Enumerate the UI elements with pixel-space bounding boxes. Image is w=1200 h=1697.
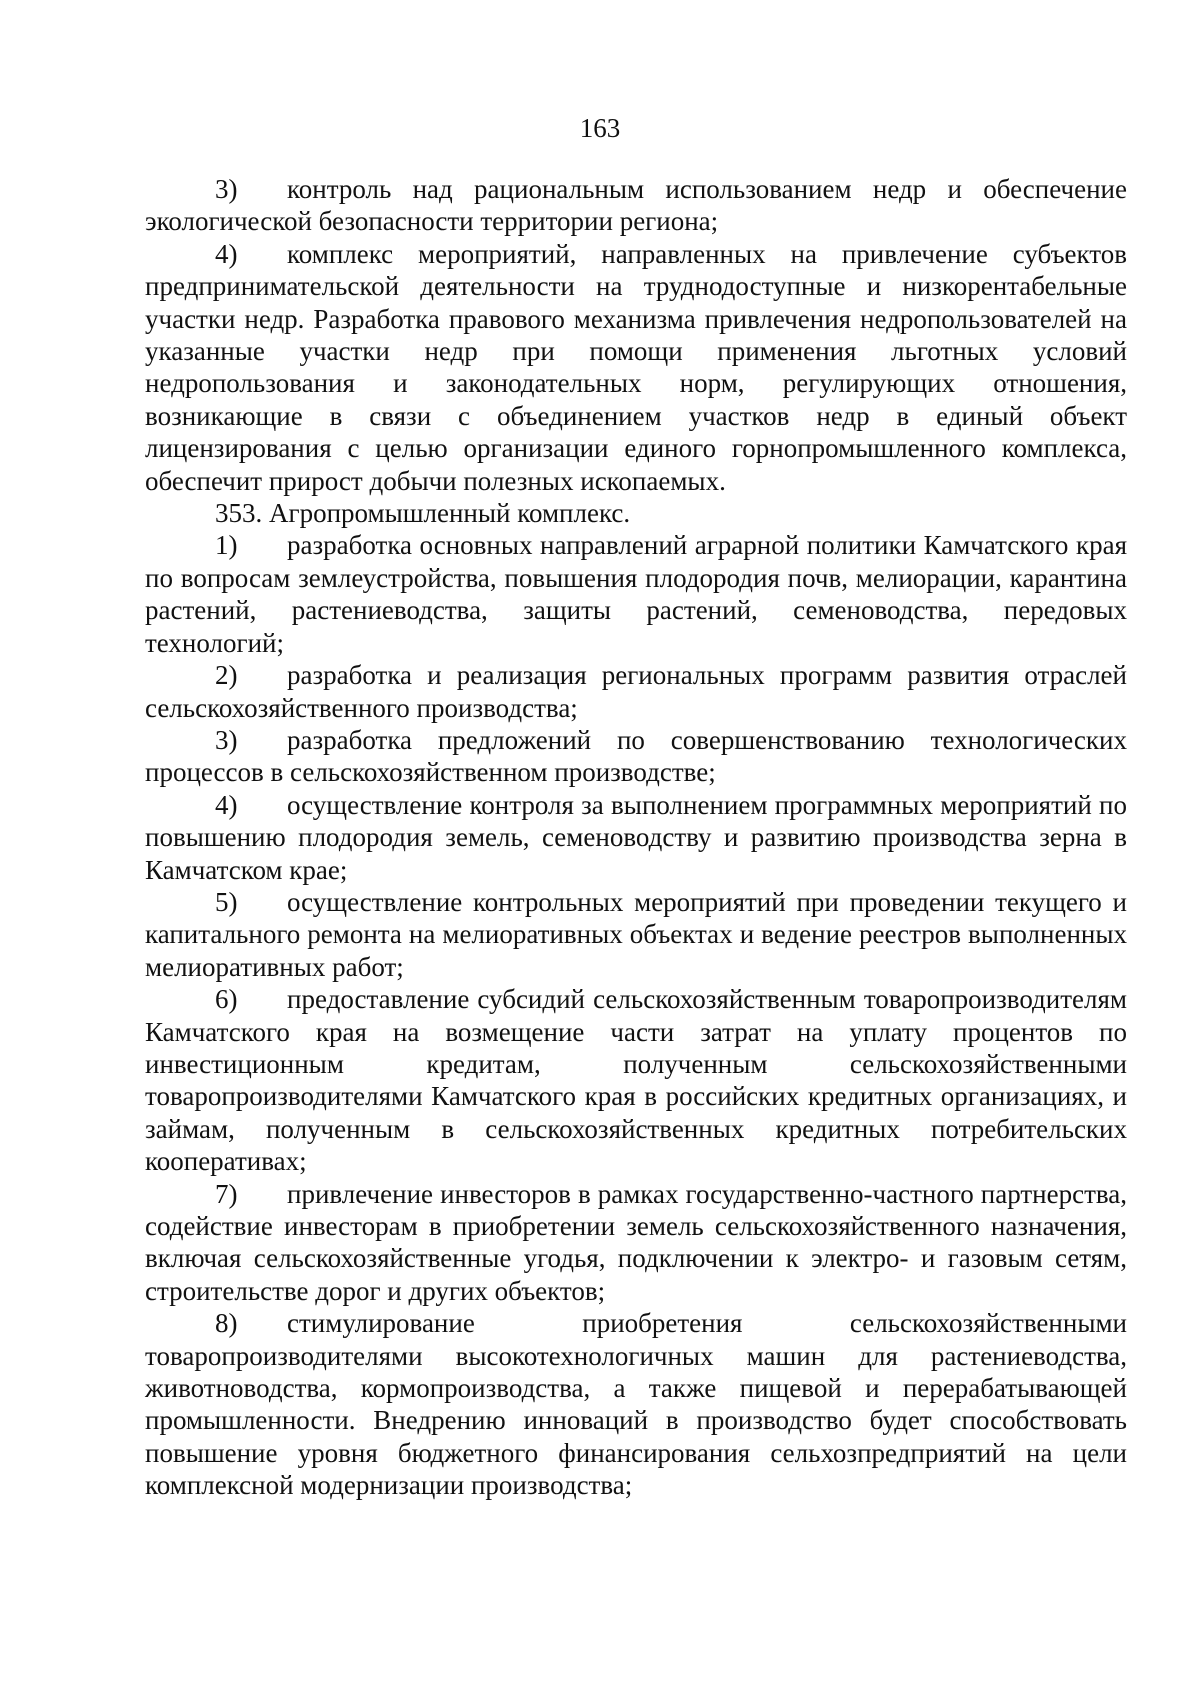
item-text: контроль над рациональным использованием недр и обеспечение экологической безопасности территории региона;	[145, 174, 1127, 237]
item-text: разработка предложений по совершенствованию технологических процессов в сельскохозяйственном производстве;	[145, 724, 1127, 788]
item-number: 3)	[215, 724, 238, 755]
section-heading: 353. Агропромышленный комплекс.	[215, 498, 631, 529]
item-text: комплекс мероприятий, направленных на привлечение субъектов предпринимательской деятельности на труднодоступные и низкорентабельные участки недр. Разработка правового механизма привлечения недропользователей на указанные участки недр при помощи применения льготных условий недропользования и законодательных норм, регулирующих отношения, возникающие в связи с объединением участков недр в единый объект лицензирования с целью организации единого горнопромышленного комплекса, обеспечит прирост добычи полезных ископаемых.	[145, 238, 1127, 496]
list-item	[145, 659, 1127, 724]
item-number: 7)	[215, 1178, 238, 1209]
list-item	[145, 886, 1127, 983]
item-number: 4)	[215, 789, 238, 820]
item-text: разработка основных направлений аграрной политики Камчатского края по вопросам землеустройства, повышения плодородия почв, мелиорации, карантина растений, растениеводства, защиты растений, семеноводства, передовых технологий;	[145, 530, 1127, 658]
list-item	[145, 1307, 1127, 1501]
item-number: 3)	[215, 174, 238, 204]
list-item	[145, 1178, 1127, 1308]
list-item	[145, 983, 1127, 1177]
item-number: 5)	[215, 886, 238, 917]
page-body	[145, 173, 1127, 1502]
page-number: 163	[579, 113, 621, 143]
item-number: 4)	[215, 238, 238, 269]
list-item	[145, 529, 1127, 659]
item-text: осуществление контрольных мероприятий при проведении текущего и капитального ремонта на мелиоративных объектах и ведение реестров выполненных мелиоративных работ;	[145, 886, 1127, 982]
item-number: 2)	[215, 660, 238, 691]
list-item	[145, 724, 1127, 789]
list-item	[145, 789, 1127, 886]
list-item	[145, 238, 1127, 497]
item-text: осуществление контроля за выполнением программных мероприятий по повышению плодородия земель, семеноводству и развитию производства зерна в Камчатском крае;	[145, 789, 1127, 885]
item-text: стимулирование приобретения сельскохозяйственными товаропроизводителями высокотехнологичных машин для растениеводства, животноводства, кормопроизводства, а также пищевой и перерабатывающей промышленности. Внедрению инноваций в производство будет способствовать повышение уровня бюджетного финансирования сельхозпредприятий на цели комплексной модернизации производства;	[145, 1308, 1127, 1501]
item-number: 8)	[215, 1308, 238, 1339]
item-number: 1)	[215, 530, 238, 561]
list-item	[145, 173, 1127, 238]
item-text: предоставление субсидий сельскохозяйственным товаропроизводителям Камчатского края на возмещение части затрат на уплату процентов по инвестиционным кредитам, полученным сельскохозяйственными товаропроизводителями Камчатского края в российских кредитных организациях, и займам, полученным в сельскохозяйственных кредитных потребительских кооперативах;	[145, 984, 1127, 1177]
item-text: разработка и реализация региональных программ развития отраслей сельскохозяйственного производства;	[145, 660, 1127, 723]
item-text: привлечение инвесторов в рамках государственно-частного партнерства, содействие инвесторам в приобретении земель сельскохозяйственного назначения, включая сельскохозяйственные угодья, подключении к электро- и газовым сетям, строительстве дорог и других объектов;	[145, 1178, 1127, 1306]
item-number: 6)	[215, 984, 238, 1015]
